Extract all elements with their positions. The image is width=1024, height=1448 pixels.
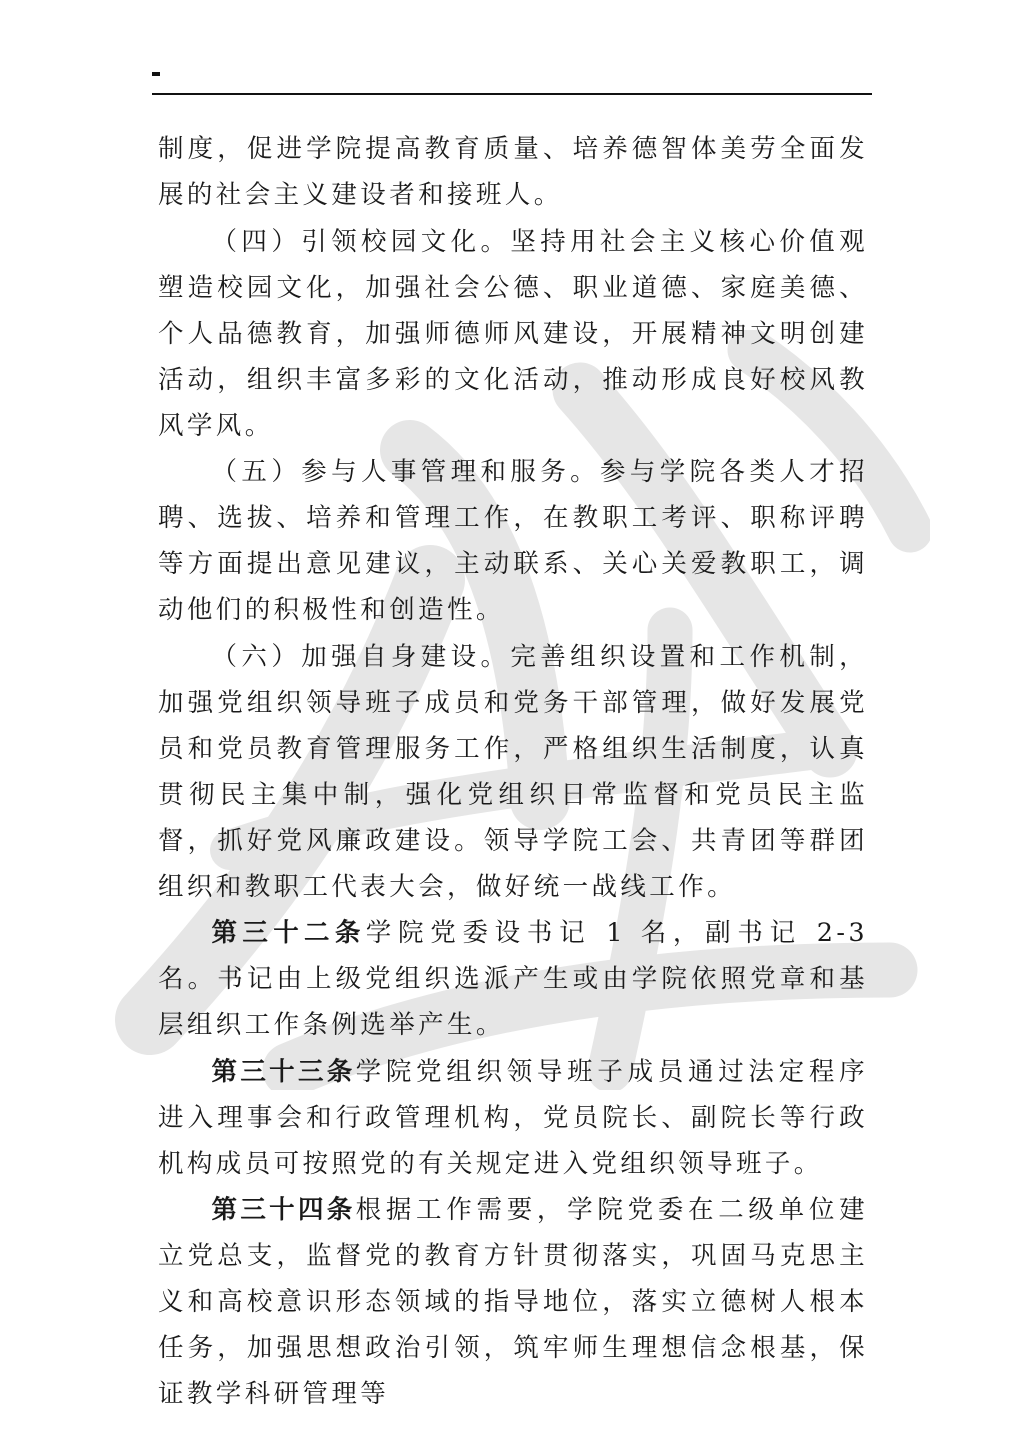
header-mark (152, 72, 160, 76)
article-32 (158, 910, 868, 1048)
article-title: 第三十二条 (211, 918, 366, 948)
article-34 (158, 1187, 868, 1417)
paragraph-item-six: （六）加强自身建设。完善组织设置和工作机制，加强党组织领导班子成员和党务干部管理，做好发展党员和党员教育管理服务工作，严格组织生活制度，认真贯彻民主集中制，强化党组织日常监督和党员民主监督，抓好党风廉政建设。领导学院工会、共青团等群团组织和教职工代表大会，做好统一战线工作。 (158, 641, 868, 902)
article-text: 根据工作需要，学院党委在二级单位建立党总支，监督党的教育方针贯彻落实，巩固马克思主义和高校意识形态领域的指导地位，落实立德树人根本任务，加强思想政治引领，筑牢师生理想信念根基，保证教学科研管理等 (158, 1195, 868, 1409)
document-body (158, 126, 868, 1418)
header-rule (152, 93, 872, 95)
article-title: 第三十四条 (211, 1195, 356, 1225)
paragraph-item-five: （五）参与人事管理和服务。参与学院各类人才招聘、选拔、培养和管理工作，在教职工考评、职称评聘等方面提出意见建议，主动联系、关心关爱教职工，调动他们的积极性和创造性。 (158, 457, 868, 625)
paragraph-item-four: （四）引领校园文化。坚持用社会主义核心价值观塑造校园文化，加强社会公德、职业道德、家庭美德、个人品德教育，加强师德师风建设，开展精神文明创建活动，组织丰富多彩的文化活动，推动形成良好校风教风学风。 (158, 226, 868, 441)
paragraph-continued: 制度，促进学院提高教育质量、培养德智体美劳全面发展的社会主义建设者和接班人。 (158, 134, 868, 210)
article-33 (158, 1049, 868, 1187)
article-title: 第三十三条 (211, 1056, 356, 1087)
article-text: 学院党组织领导班子成员通过法定程序进入理事会和行政管理机构，党员院长、副院长等行政机构成员可按照党的有关规定进入党组织领导班子。 (158, 1056, 868, 1179)
article-text: 学院党委设书记 1 名，副书记 2-3 名。书记由上级党组织选派产生或由学院依照党章和基层组织工作条例选举产生。 (158, 918, 868, 1040)
